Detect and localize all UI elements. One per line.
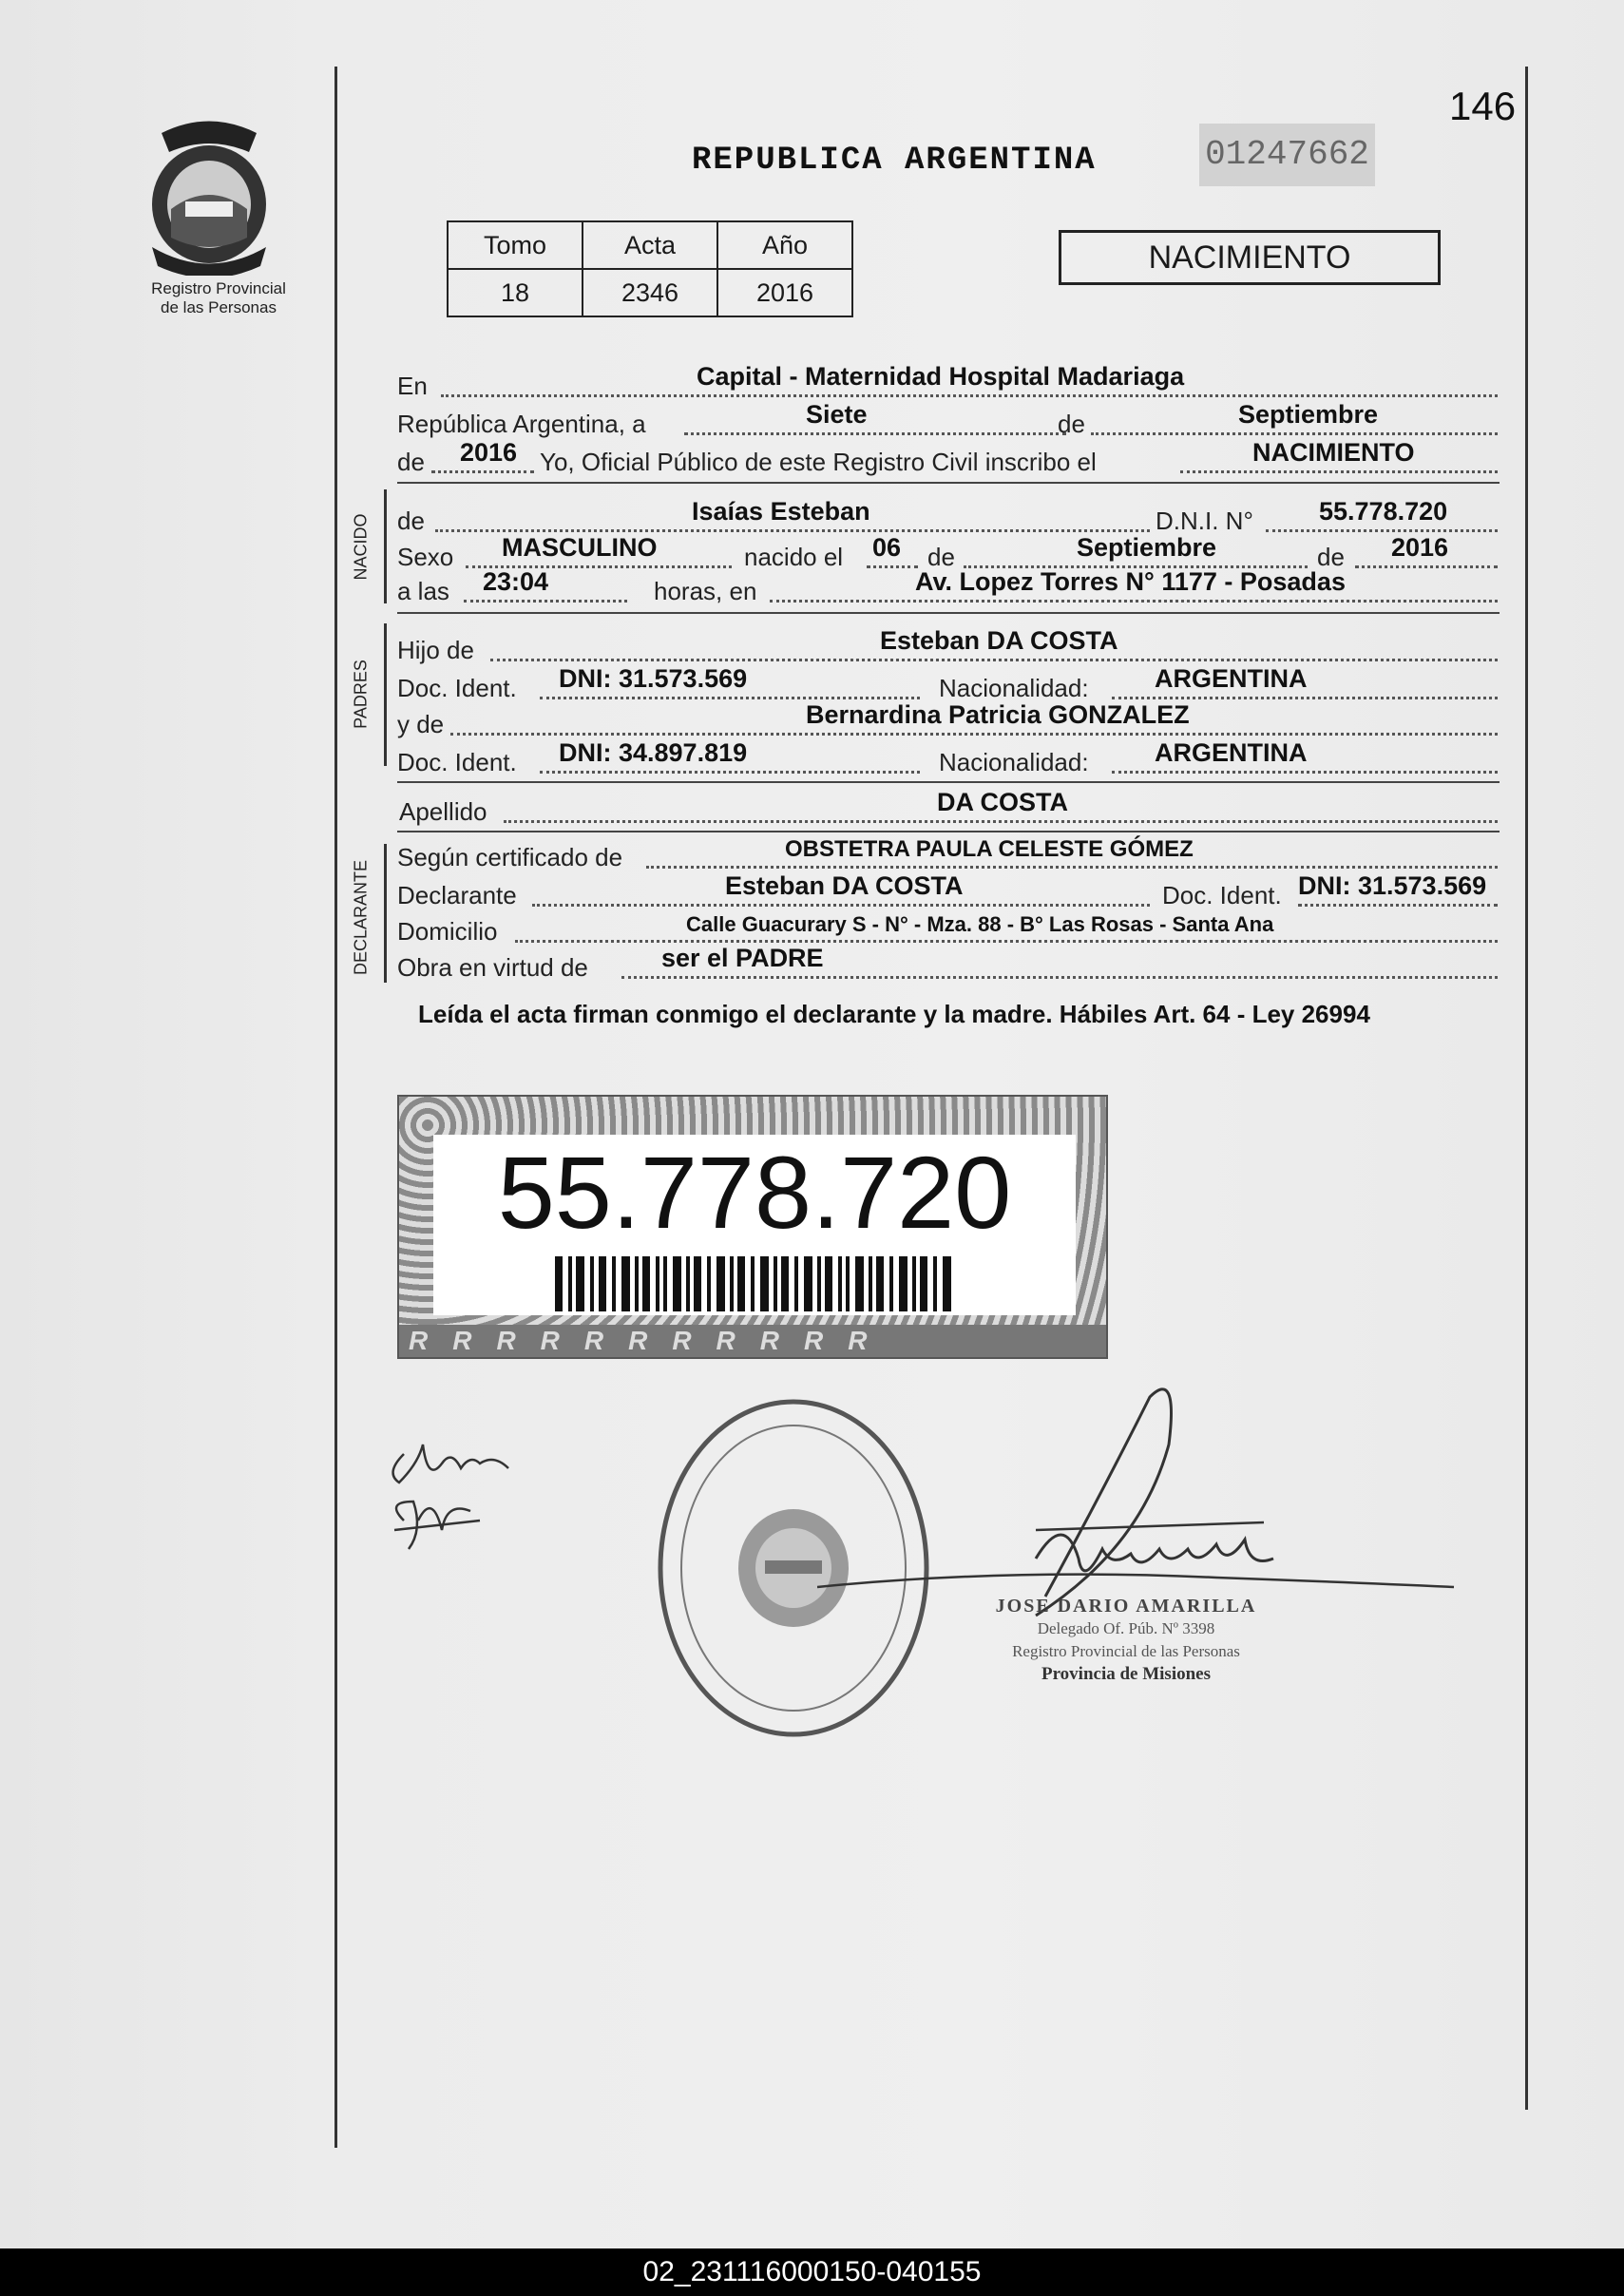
serial-number: 01247662 [1199,124,1375,186]
dotted-leader [464,600,627,603]
right-margin-line [1525,67,1528,2110]
dotted-leader [1355,565,1498,568]
label-de: de [927,543,955,571]
label-id-number: 55.778.720 [497,1135,1012,1250]
section-label-padres: PADRES [351,660,371,729]
table-value-acta: 2346 [583,269,717,316]
line-hijo-de [397,626,1500,667]
line-hora [397,567,1500,608]
label-segun-certificado: Según certificado de [397,843,623,871]
dotted-leader [532,904,1150,907]
section-bracket [384,623,387,766]
value-child-name: Isaías Esteban [692,497,870,526]
table-value-anio: 2016 [717,269,852,316]
dotted-leader [515,940,1498,943]
declarant-signature [375,1425,537,1597]
dotted-leader [684,432,1066,435]
dotted-leader [770,600,1498,603]
line-declarante [397,871,1500,912]
official-name: JOSE DARIO AMARILLA [995,1596,1257,1617]
dotted-leader [1266,529,1498,532]
register-table [447,220,853,317]
value-birth-year: 2016 [1391,533,1449,562]
section-label-declarante: DECLARANTE [351,859,371,976]
value-declarante: Esteban DA COSTA [725,871,964,900]
value-mother-nationality: ARGENTINA [1155,738,1308,767]
dotted-leader [540,697,920,699]
label-y-de: y de [397,710,445,738]
value-father-doc: DNI: 31.573.569 [559,664,748,693]
value-birth-month: Septiembre [1077,533,1217,562]
record-type-box: NACIMIENTO [1059,230,1441,285]
section-separator [397,831,1500,832]
label-de: de [1317,543,1345,571]
official-position: Delegado Of. Púb. Nº 3398 [1037,1619,1215,1637]
value-declarante-doc: DNI: 31.573.569 [1298,871,1487,900]
value-mother-name: Bernardina Patricia GONZALEZ [806,700,1190,729]
value-father-nationality: ARGENTINA [1155,664,1308,693]
line-obra [397,944,1500,985]
label-nacionalidad: Nacionalidad: [939,674,1089,702]
provincial-seal-logo [143,114,276,276]
value-mother-doc: DNI: 34.897.819 [559,738,748,767]
value-certificado: OBSTETRA PAULA CELESTE GÓMEZ [785,836,1194,862]
value-father-name: Esteban DA COSTA [880,626,1118,655]
dotted-leader [504,820,1498,823]
table-value-tomo: 18 [448,269,583,316]
dotted-leader [435,529,1150,532]
value-month: Septiembre [1238,400,1379,429]
logo-caption-line1: Registro Provincial [151,279,286,297]
official-office: Registro Provincial de las Personas [1012,1642,1240,1660]
footer-filename: 02_231116000150-040155 [0,2248,1624,2296]
line-y-de [397,700,1500,741]
line-certificado [397,836,1500,874]
line-en [397,362,1500,403]
label-inscribo: Yo, Oficial Público de este Registro Civil inscribo el [540,448,1097,476]
section-separator [397,482,1500,484]
value-apellido: DA COSTA [937,788,1068,816]
label-doc-ident: Doc. Ident. [397,674,517,702]
label-inner [433,1135,1076,1315]
dotted-leader [1112,697,1498,699]
section-separator [397,781,1500,783]
id-barcode-label [397,1095,1108,1359]
label-domicilio: Domicilio [397,917,498,946]
official-signature-block [936,1595,1316,1686]
barcode [555,1256,954,1311]
page-number: 146 [1449,84,1517,128]
label-doc-ident: Doc. Ident. [1162,881,1282,909]
label-nacido-el: nacido el [744,543,844,571]
dotted-leader [621,976,1498,979]
dotted-leader [540,771,920,774]
dotted-leader [1091,432,1498,435]
label-hijo-de: Hijo de [397,636,474,664]
section-separator [397,612,1500,614]
line-domicilio [397,914,1500,948]
dotted-leader [490,659,1498,661]
dotted-leader [646,866,1498,869]
line-apellido [397,788,1500,829]
value-sexo: MASCULINO [502,533,658,562]
label-republica: República Argentina, a [397,410,646,438]
section-bracket [384,489,387,603]
label-de: de [1058,410,1085,438]
label-a-las: a las [397,577,449,605]
dotted-leader [1180,470,1498,473]
label-de: de [397,448,425,476]
line-mother-doc [397,738,1500,779]
dotted-leader [441,394,1498,397]
dotted-leader [867,565,918,568]
label-dni: D.N.I. N° [1156,507,1253,535]
left-margin-line [334,67,337,2148]
value-day-word: Siete [806,400,868,429]
label-doc-ident: Doc. Ident. [397,748,517,776]
logo-caption [114,279,323,317]
logo-caption-line2: de las Personas [161,298,277,316]
value-domicilio: Calle Guacurary S - N° - Mza. 88 - B° Las Rosas - Santa Ana [686,912,1274,936]
value-birth-day: 06 [872,533,902,562]
label-horas-en: horas, en [654,577,757,605]
dotted-leader [450,733,1498,736]
closing-note: Leída el acta firman conmigo el declarante y la madre. Hábiles Art. 64 - Ley 26994 [418,1000,1370,1028]
label-sexo: Sexo [397,543,454,571]
value-obra: ser el PADRE [661,944,824,972]
line-republica [397,400,1500,441]
label-obra-en-virtud: Obra en virtud de [397,953,588,982]
value-act: NACIMIENTO [1252,438,1415,467]
table-header-tomo: Tomo [448,221,583,269]
dotted-leader [1112,771,1498,774]
section-bracket [384,844,387,983]
label-nacionalidad: Nacionalidad: [939,748,1089,776]
label-apellido: Apellido [399,797,487,826]
dotted-leader [431,470,534,473]
country-title: REPUBLICA ARGENTINA [692,143,1097,179]
official-province: Provincia de Misiones [1041,1664,1212,1684]
value-birth-address: Av. Lopez Torres N° 1177 - Posadas [915,567,1346,596]
label-en: En [397,372,428,400]
label-de: de [397,507,425,535]
table-header-anio: Año [717,221,852,269]
section-label-nacido: NACIDO [351,513,371,581]
value-child-dni: 55.778.720 [1319,497,1448,526]
table-header-acta: Acta [583,221,717,269]
value-year: 2016 [460,438,518,467]
line-inscribo [397,438,1500,479]
value-birth-time: 23:04 [483,567,549,596]
label-declarante: Declarante [397,881,517,909]
security-strip: RRRRRRRRRRR [399,1325,1106,1357]
dotted-leader [1298,904,1498,907]
value-place: Capital - Maternidad Hospital Madariaga [697,362,1185,391]
